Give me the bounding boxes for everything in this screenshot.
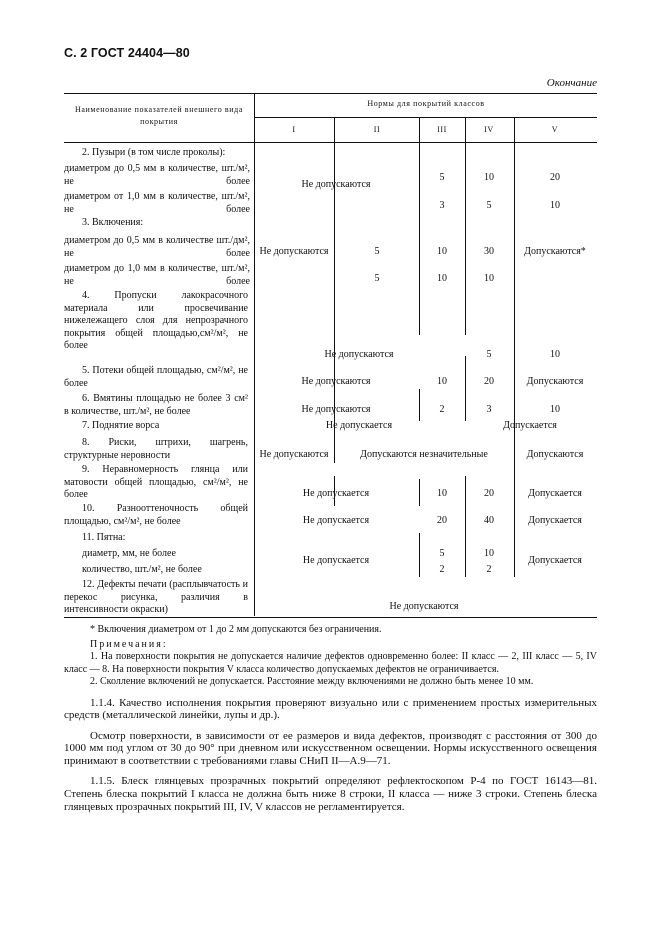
row7-IV-V: Допускается xyxy=(503,420,557,431)
row3a-II: 5 xyxy=(374,246,380,257)
row6-III: 2 xyxy=(439,404,445,415)
row10-III: 20 xyxy=(437,515,447,526)
row9-III: 10 xyxy=(437,488,447,499)
row11b-label: количество, шт./м², не более xyxy=(82,564,202,575)
row5-V: Допускаются xyxy=(526,376,584,387)
row8-I: Не допускаются xyxy=(259,449,329,460)
row3a-label: диаметром до 0,5 мм в количестве шт./дм², не более xyxy=(64,235,250,259)
row6-IV: 3 xyxy=(486,404,492,415)
row8-II-IV: Допускаются незначительные xyxy=(360,449,488,460)
row11b-IV: 2 xyxy=(486,564,492,575)
row10-IV: 40 xyxy=(484,515,494,526)
table-footnote: * Включения диаметром от 1 до 2 мм допускаются без ограничения. xyxy=(90,624,382,635)
row3b-III: 10 xyxy=(437,273,447,284)
row2a-IV: 10 xyxy=(484,172,494,183)
ending-label: Окончание xyxy=(546,77,597,89)
row3b-IV: 10 xyxy=(484,273,494,284)
header-class-V: V xyxy=(551,125,559,134)
header-indicator: Наименование показателей внешнего вида покрытия xyxy=(75,105,243,126)
row4-I-III: Не допускаются xyxy=(324,349,394,360)
row11-V: Допускается xyxy=(528,555,582,566)
row10-V: Допускается xyxy=(528,515,582,526)
row2b-III: 3 xyxy=(439,200,445,211)
row10-I-II: Не допускается xyxy=(302,515,370,526)
row3-title: 3. Включения: xyxy=(82,217,144,228)
row6-V: 10 xyxy=(550,404,560,415)
row2a-III: 5 xyxy=(439,172,445,183)
row5-IV: 20 xyxy=(484,376,494,387)
row2b-label: диаметром от 1,0 мм в количестве, шт./м², не более xyxy=(64,191,250,215)
row9-I-II: Не допускается xyxy=(302,488,370,499)
row11-I-II: Не допускается xyxy=(302,555,370,566)
row11a-IV: 10 xyxy=(484,548,494,559)
row12-label: 12. Дефекты печати (расплывчатость и перекос рисунка, различия в интенсивности окраски) xyxy=(64,579,248,615)
paragraph-1-1-4: 1.1.4. Качество исполнения покрытия проверяют визуально или с применением простых измерительных средств (металлической линейки, лупы и др.). xyxy=(64,696,597,722)
row7-label: 7. Поднятие ворса xyxy=(82,420,160,431)
row4-IV: 5 xyxy=(486,349,492,360)
row11b-III: 2 xyxy=(439,564,445,575)
row3-V: Допускаются* xyxy=(524,246,586,257)
row9-IV: 20 xyxy=(484,488,494,499)
row10-label: 10. Разнооттеночность общей площадью, см²/м², не более xyxy=(64,503,248,527)
defects-table xyxy=(64,93,597,618)
text-body xyxy=(64,624,597,813)
row8-label: 8. Риски, штрихи, шагрень, структурные неровности xyxy=(64,437,248,461)
row3-I: Не допускаются xyxy=(259,246,329,257)
header-class-II: II xyxy=(373,125,381,134)
row3b-label: диаметром до 1,0 мм в количестве, шт./м², не более xyxy=(64,263,250,287)
page-header: С. 2 ГОСТ 24404—80 xyxy=(64,46,190,60)
row8-V: Допускаются xyxy=(526,449,584,460)
row2b-V: 10 xyxy=(550,200,560,211)
row7-I-III: Не допускается xyxy=(325,420,393,431)
header-norms: Нормы для покрытий классов xyxy=(367,99,485,108)
row2a-label: диаметром до 0,5 мм в количестве, шт./м², не более xyxy=(64,163,250,187)
row9-label: 9. Неравномерность глянца или матовости общей площадью, см²/м², не более xyxy=(64,464,248,500)
header-class-IV: IV xyxy=(484,125,494,134)
row2-title: 2. Пузыри (в том числе проколы): xyxy=(82,147,226,158)
paragraph-1-1-5: 1.1.5. Блеск глянцевых прозрачных покрытий определяют рефлектоскопом Р-4 по ГОСТ 16143—81. Степень блеска покрытий I класса не должна быть ниже 8 строки, II класса — ниже 3 строки. Степень блеска глянцевых прозрачных покрытий III, IV, V классов не регламентируется. xyxy=(64,775,597,813)
paragraph-inspection: Осмотр поверхности, в зависимости от ее размеров и вида дефектов, производят с расстояния от 300 до 1000 мм под углом от 30 до 90° при дневном или искусственном освещении. Нормы искусственного освещения принимают в соответствии с требованиями главы СНиП II—А.9—71. xyxy=(64,729,597,767)
row3a-IV: 30 xyxy=(484,246,494,257)
header-class-I: I xyxy=(292,125,296,134)
row2a-V: 20 xyxy=(550,172,560,183)
note-1: 1. На поверхности покрытия не допускается наличие дефектов одновременно более: II класс — 2, III класс — 5, IV класс — 8. На поверхности покрытия V класса количество допускаемых дефектов не ограничивается. xyxy=(64,651,597,675)
row3a-III: 10 xyxy=(437,246,447,257)
row3b-II: 5 xyxy=(374,273,380,284)
row9-V: Допускается xyxy=(528,488,582,499)
row5-III: 10 xyxy=(437,376,447,387)
row2b-IV: 5 xyxy=(486,200,492,211)
row11a-III: 5 xyxy=(439,548,445,559)
row11-title: 11. Пятна: xyxy=(82,532,126,543)
note-2: 2. Сколление включений не допускается. Расстояние между включениями не должно быть менее 10 мм. xyxy=(90,676,534,687)
row2-I-II: Не допускаются xyxy=(301,179,371,190)
row6-I-II: Не допускаются xyxy=(301,404,371,415)
row12-all: Не допускаются xyxy=(389,601,459,612)
row4-V: 10 xyxy=(550,349,560,360)
header-class-III: III xyxy=(437,125,447,134)
row11a-label: диаметр, мм, не более xyxy=(82,548,176,559)
row6-label: 6. Вмятины площадью не более 3 см² в количестве, шт./м², не более xyxy=(64,393,248,417)
row5-label: 5. Потеки общей площадью, см²/м², не более xyxy=(64,365,248,389)
notes-heading: Примечания: xyxy=(90,638,168,650)
row4-label: 4. Пропуски лакокрасочного материала или просвечивание нижележащего слоя для непрозрачного покрытия общей площадью,см²/м², не более xyxy=(64,290,248,351)
row5-I-II: Не допускаются xyxy=(301,376,371,387)
